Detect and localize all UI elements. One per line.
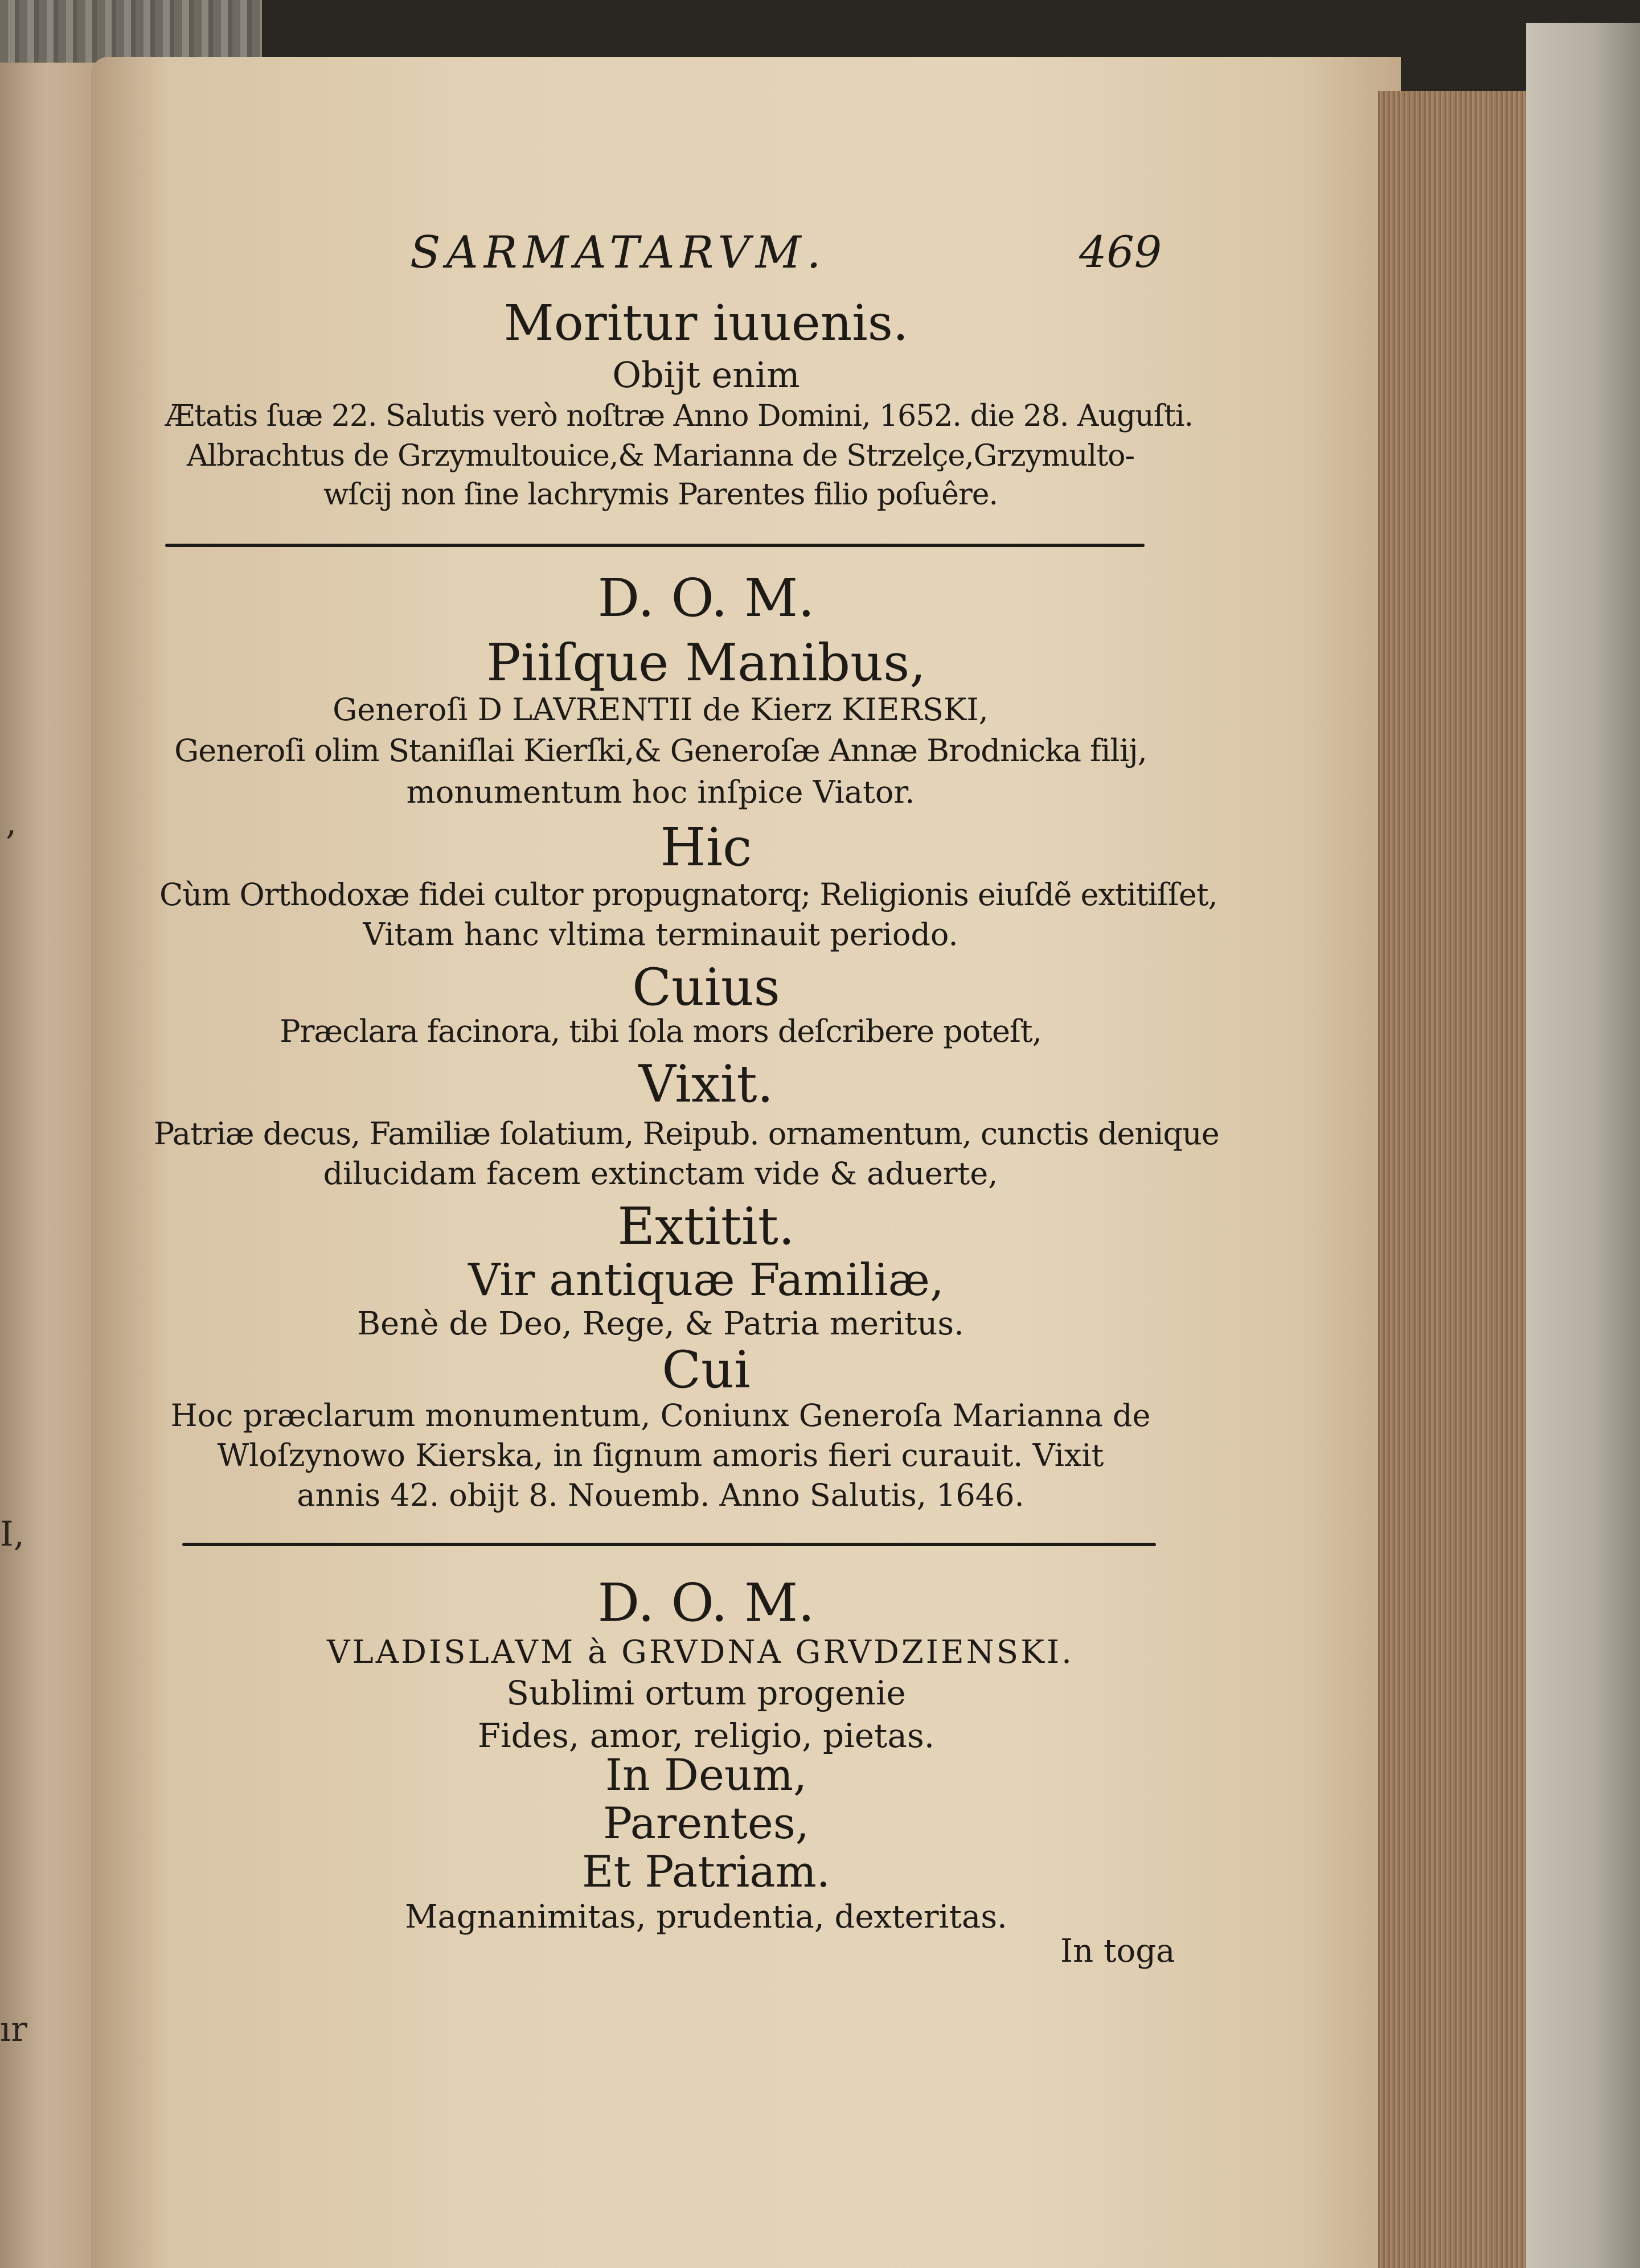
- entry3-line: Fides, amor, religio, pietas.: [477, 1716, 935, 1755]
- entry2-intro-line: monumentum hoc inſpice Viator.: [406, 774, 915, 810]
- entry3-in-deum: In Deum,: [605, 1749, 807, 1800]
- running-title: SARMATARVM.: [410, 227, 827, 278]
- entry2-intro-line: Generoſi D LAVRENTII de Kierz KIERSKI,: [333, 692, 989, 728]
- entry1-heading: Moritur iuuenis.: [503, 295, 909, 352]
- section-divider: [182, 1543, 1156, 1546]
- entry3-line: Sublimi ortum progenie: [506, 1674, 906, 1712]
- left-page-fragment: ,: [6, 803, 17, 843]
- entry2-vixit-line: dilucidam facem extinctam vide & aduerte,: [323, 1156, 998, 1191]
- entry2-cui-line: Wloſzynowo Kierska, in ſignum amoris fieri curauit. Vixit: [217, 1437, 1104, 1473]
- entry3-dom: D. O. M.: [597, 1572, 815, 1633]
- entry2-vir: Vir antiquæ Familiæ,: [468, 1255, 944, 1306]
- entry2-cuius-line: Præclara facinora, tibi ſola mors deſcribere poteſt,: [280, 1013, 1042, 1049]
- left-page-fragment: I,: [0, 1514, 24, 1554]
- entry2-hic: Hic: [660, 817, 752, 878]
- entry2-vixit-line: Patriæ decus, Familiæ ſolatium, Reipub. ornamentum, cunctis denique: [154, 1116, 1219, 1152]
- entry2-hic-line: Cùm Orthodoxæ fidei cultor propugnatorq; Religionis eiuſdẽ extitiſſet,: [159, 877, 1217, 913]
- entry2-dom: D. O. M.: [597, 568, 815, 628]
- page-number: 469: [1079, 227, 1162, 277]
- entry2-hic-line: Vitam hanc vltima terminauit periodo.: [363, 917, 958, 952]
- section-divider: [165, 544, 1145, 547]
- left-page-fragment: ır: [0, 2010, 27, 2049]
- catchword: In toga: [1060, 1933, 1175, 1970]
- entry1-line: wſcij non ſine lachrymis Parentes filio poſuêre.: [323, 478, 998, 512]
- entry3-name: VLADISLAVM à GRVDNA GRVDZIENSKI.: [327, 1634, 1074, 1671]
- page-edges: [1378, 91, 1526, 2268]
- entry3-parentes: Parentes,: [603, 1798, 809, 1848]
- entry3-virtues: Magnanimitas, prudentia, dexteritas.: [405, 1899, 1007, 1936]
- entry2-cui-line: Hoc præclarum monumentum, Coniunx Generoſa Marianna de: [170, 1398, 1151, 1433]
- book-cover-edge: [1526, 23, 1640, 2268]
- entry2-bene: Benè de Deo, Rege, & Patria meritus.: [357, 1305, 964, 1342]
- entry2-cuius: Cuius: [632, 958, 780, 1017]
- entry2-intro-line: Generoſi olim Staniſlai Kierſki,& Generoſæ Annæ Brodnicka filij,: [174, 733, 1147, 769]
- entry1-subheading: Obijt enim: [612, 354, 800, 396]
- entry2-extitit: Extitit.: [617, 1197, 795, 1256]
- entry1-line: Albrachtus de Grzymultouice,& Marianna de Strzelçe,Grzymulto-: [186, 439, 1135, 473]
- entry2-cui: Cui: [662, 1340, 751, 1400]
- entry2-vixit: Vixit.: [638, 1054, 774, 1114]
- entry2-heading: Piiſque Manibus,: [486, 633, 926, 693]
- entry3-patriam: Et Patriam.: [582, 1846, 830, 1897]
- entry1-line: Ætatis ſuæ 22. Salutis verò noſtræ Anno Domini, 1652. die 28. Auguſti.: [165, 399, 1194, 433]
- entry2-cui-line: annis 42. obijt 8. Nouemb. Anno Salutis, 1646.: [297, 1477, 1024, 1513]
